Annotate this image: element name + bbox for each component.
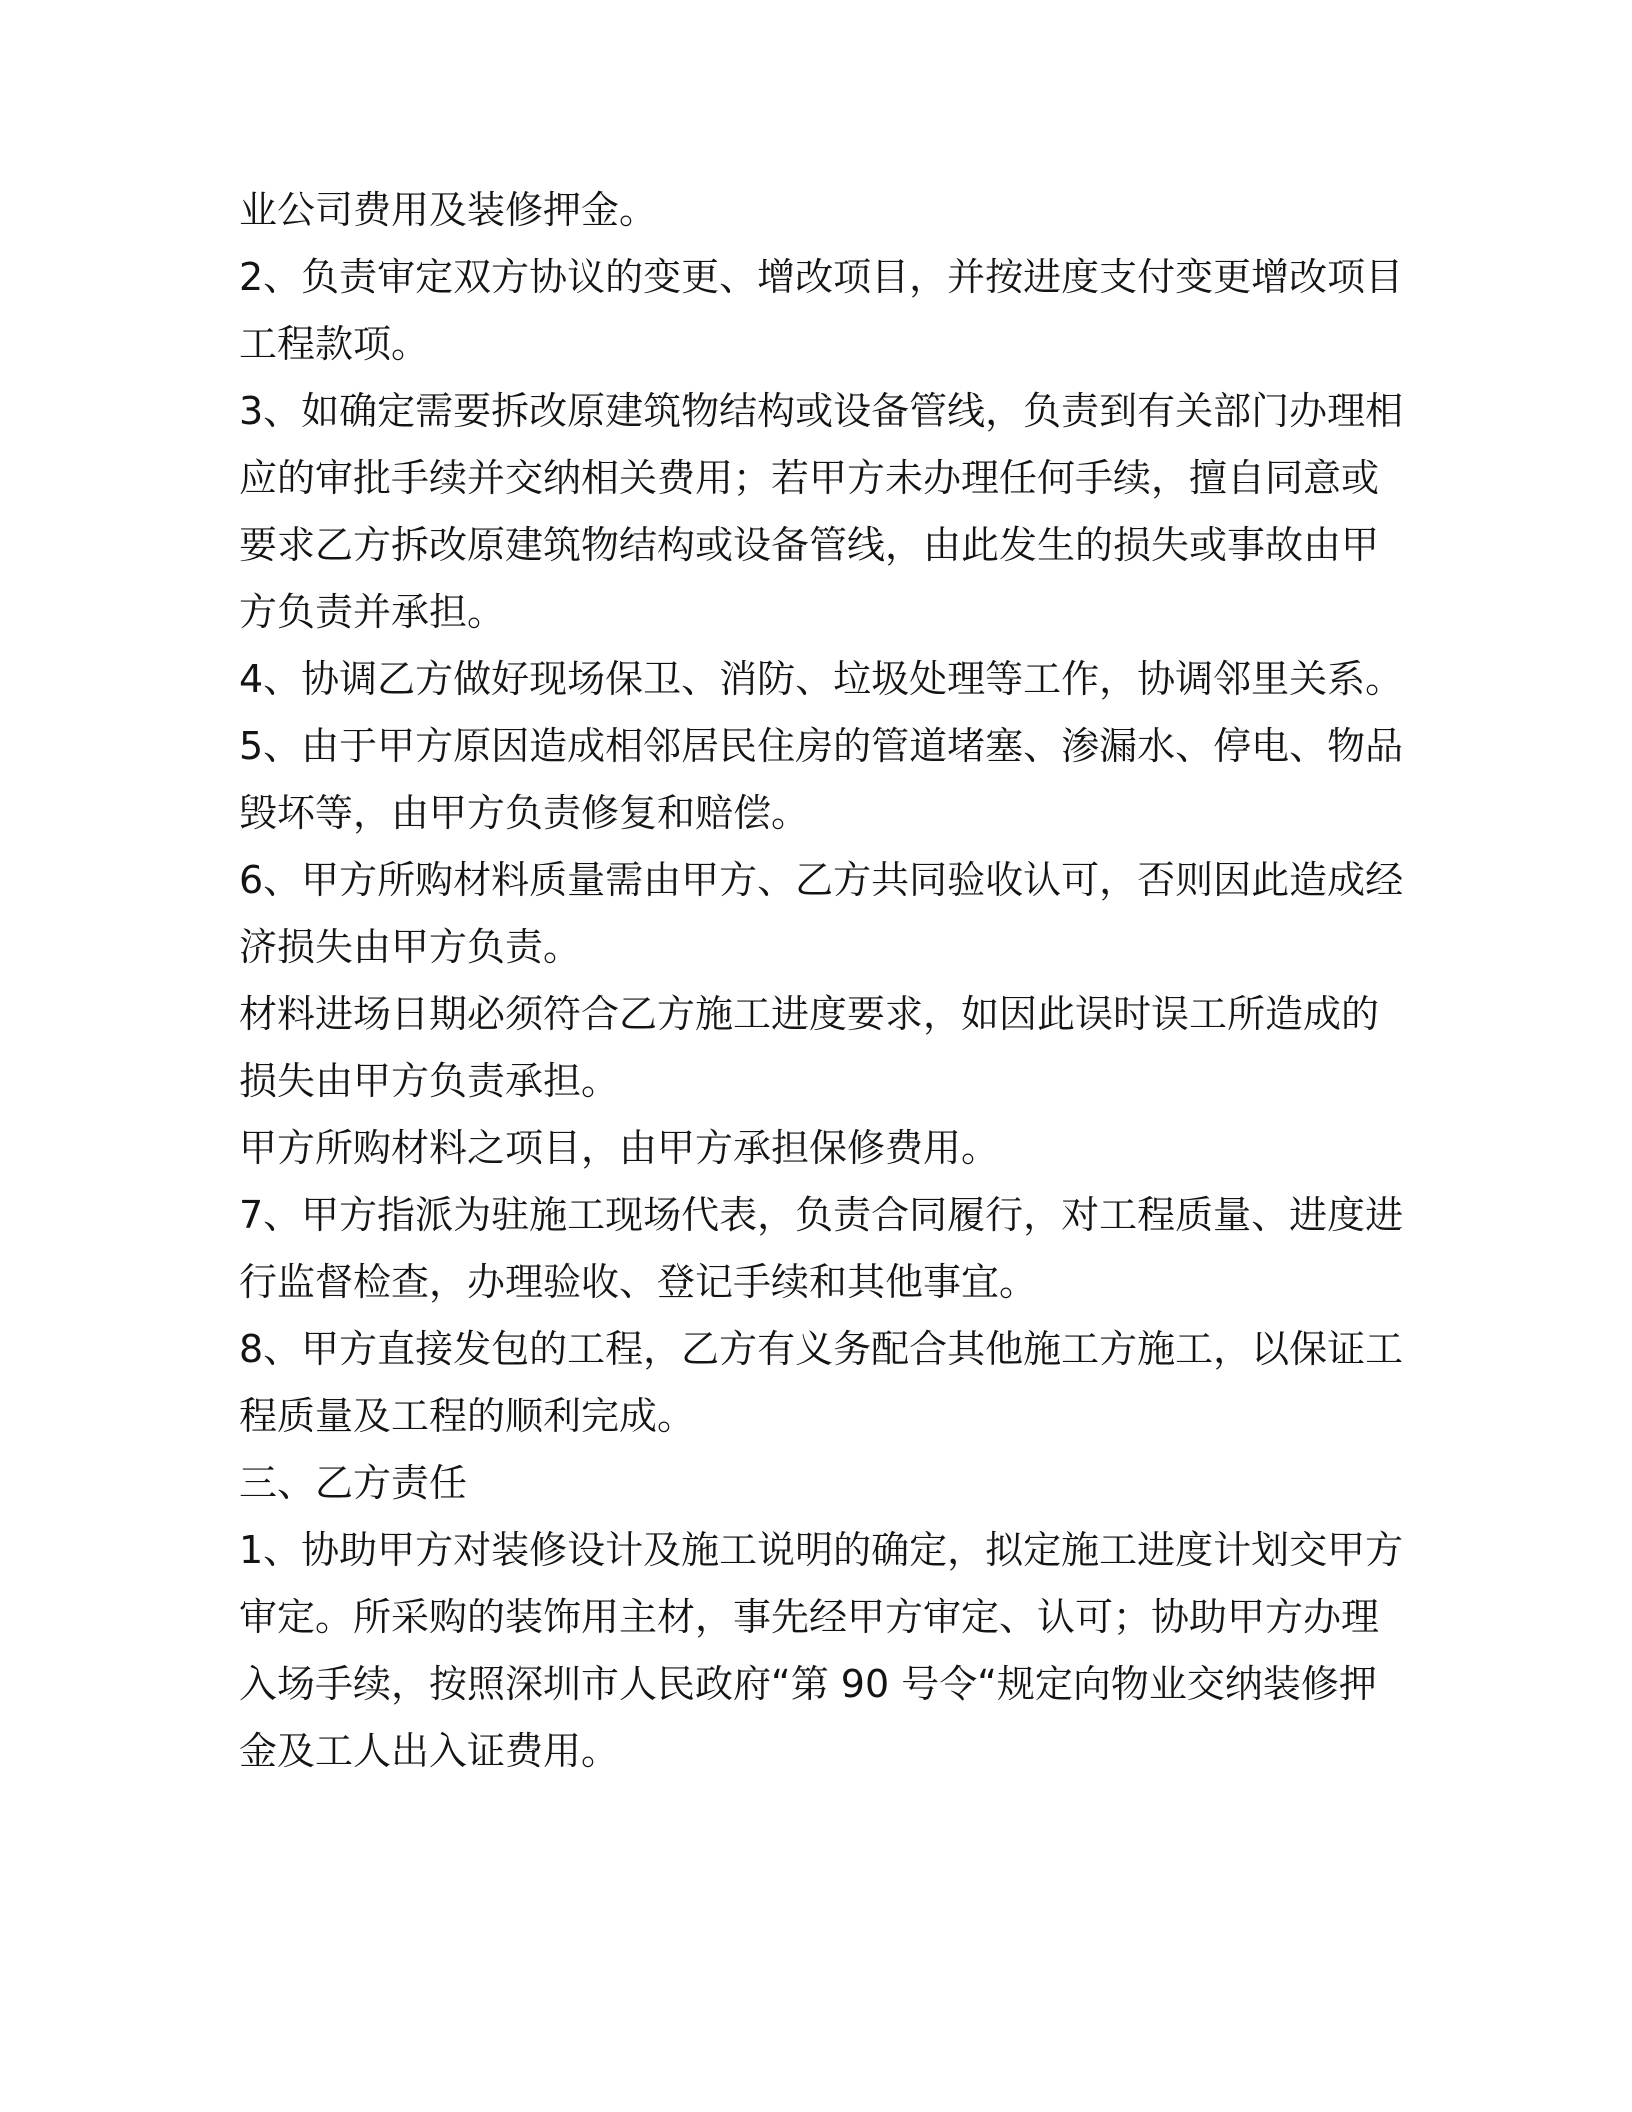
text-line-21: 1、协助甲方对装修设计及施工说明的确定，拟定施工进度计划交甲方 [239,1528,1404,1572]
text-line-7: 方负责并承担。 [239,590,506,634]
text-line-4: 3、如确定需要拆改原建筑物结构或设备管线，负责到有关部门办理相 [239,389,1404,433]
text-line-24: 金及工人出入证费用。 [239,1729,620,1773]
text-line-1: 业公司费用及装修押金。 [239,188,658,232]
text-line-22: 审定。所采购的装饰用主材，事先经甲方审定、认可；协助甲方办理 [239,1595,1380,1639]
text-line-6: 要求乙方拆改原建筑物结构或设备管线，由此发生的损失或事故由甲 [239,523,1380,567]
text-line-23: 入场手续，按照深圳市人民政府“第 90 号令“规定向物业交纳装修押 [239,1662,1377,1706]
text-line-15: 甲方所购材料之项目，由甲方承担保修费用。 [239,1126,1000,1170]
text-line-16: 7、甲方指派为驻施工现场代表，负责合同履行，对工程质量、进度进 [239,1193,1404,1237]
text-line-14: 损失由甲方负责承担。 [239,1059,620,1103]
text-line-18: 8、甲方直接发包的工程，乙方有义务配合其他施工方施工，以保证工 [239,1327,1404,1371]
section-heading: 三、乙方责任 [239,1461,468,1505]
text-line-5: 应的审批手续并交纳相关费用；若甲方未办理任何手续，擅自同意或 [239,456,1380,500]
text-line-11: 6、甲方所购材料质量需由甲方、乙方共同验收认可，否则因此造成经 [239,858,1404,902]
text-line-17: 行监督检查，办理验收、登记手续和其他事宜。 [239,1260,1038,1304]
text-line-9: 5、由于甲方原因造成相邻居民住房的管道堵塞、渗漏水、停电、物品 [239,724,1404,768]
text-line-8: 4、协调乙方做好现场保卫、消防、垃圾处理等工作，协调邻里关系。 [239,657,1404,701]
text-line-10: 毁坏等，由甲方负责修复和赔偿。 [239,791,810,835]
text-line-19: 程质量及工程的顺利完成。 [239,1394,696,1438]
text-line-2: 2、负责审定双方协议的变更、增改项目，并按进度支付变更增改项目 [239,255,1404,299]
text-line-12: 济损失由甲方负责。 [239,925,582,969]
text-line-3: 工程款项。 [239,322,430,366]
text-line-13: 材料进场日期必须符合乙方施工进度要求，如因此误时误工所造成的 [239,992,1380,1036]
